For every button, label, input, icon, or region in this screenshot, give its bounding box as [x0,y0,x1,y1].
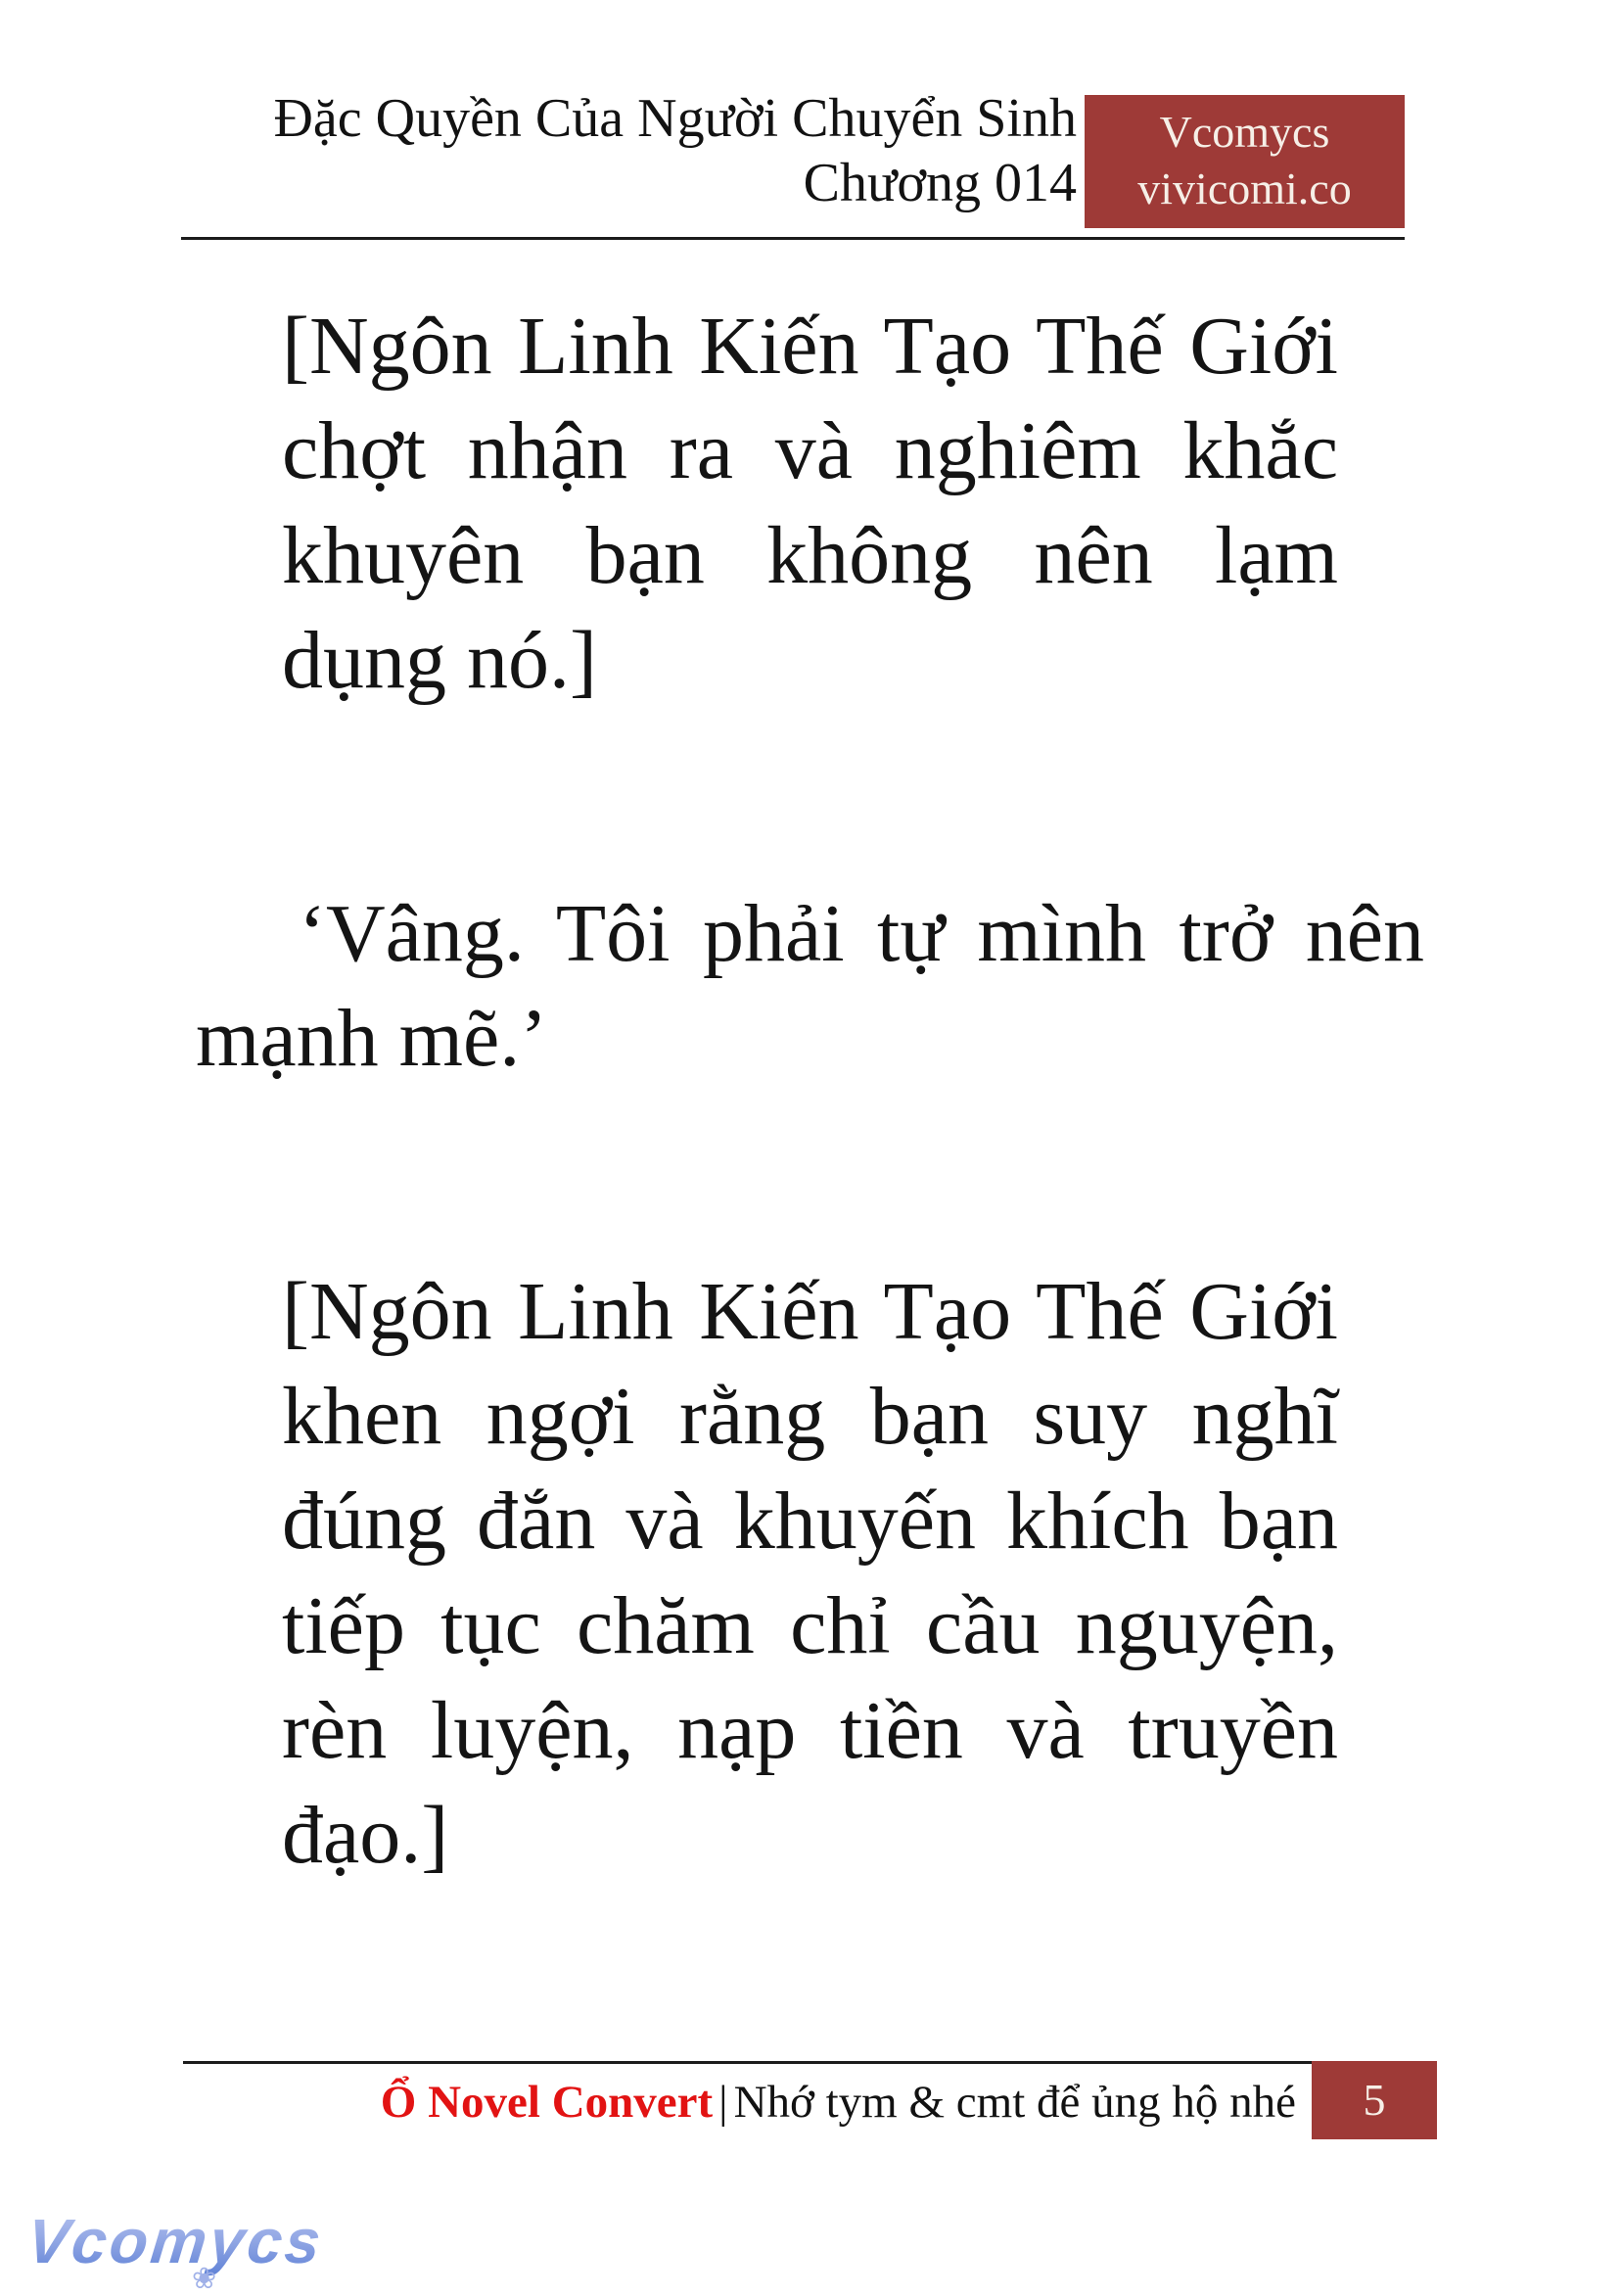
text-line: ‘Vâng. Tôi phải tự mình trở nên [299,888,1424,979]
watermark-text: Vcomycs [23,2206,327,2276]
text-line: đúng đắn và khuyến khích bạn [282,1476,1338,1567]
text-line: khuyên bạn không nên lạm [282,510,1338,601]
footer-brand: Ổ Novel Convert [380,2077,714,2128]
badge-brand-name: Vcomycs [1159,107,1330,157]
text-line: tiếp tục chăm chỉ cầu nguyện, [282,1580,1338,1671]
text-line: đạo.] [282,1790,449,1881]
text-line: [Ngôn Linh Kiến Tạo Thế Giới [282,301,1338,392]
footer-note: Nhớ tym & cmt để ủng hộ nhé [733,2077,1296,2128]
flower-icon: ❀ [192,2263,217,2295]
header-divider [181,237,1405,240]
chapter-label: Chương 014 [803,153,1077,213]
text-line: chợt nhận ra và nghiêm khắc [282,405,1338,496]
text-line: mạnh mẽ.’ [196,993,548,1084]
chapter-text [196,294,1424,2056]
page-header [273,86,1077,215]
text-line: dụng nó.] [282,615,597,706]
text-line: rèn luyện, nạp tiền và truyền [282,1685,1338,1776]
text-line: khen ngợi rằng bạn suy nghĩ [282,1371,1338,1462]
speech-paragraph [196,881,1424,1091]
book-title: Đặc Quyền Của Người Chuyển Sinh [273,88,1077,149]
page-footer [183,2073,1312,2139]
page-number-badge [1312,2061,1437,2139]
vcomycs-watermark-logo [23,2205,327,2277]
footer-divider [183,2061,1312,2064]
text-line: [Ngôn Linh Kiến Tạo Thế Giới [282,1266,1338,1357]
vcomycs-header-badge [1085,95,1405,228]
system-message-paragraph [282,1259,1338,1888]
footer-separator: | [718,2077,728,2128]
badge-site-url: vivicomi.co [1137,164,1352,213]
page-number: 5 [1363,2075,1386,2125]
system-message-paragraph [282,294,1338,713]
